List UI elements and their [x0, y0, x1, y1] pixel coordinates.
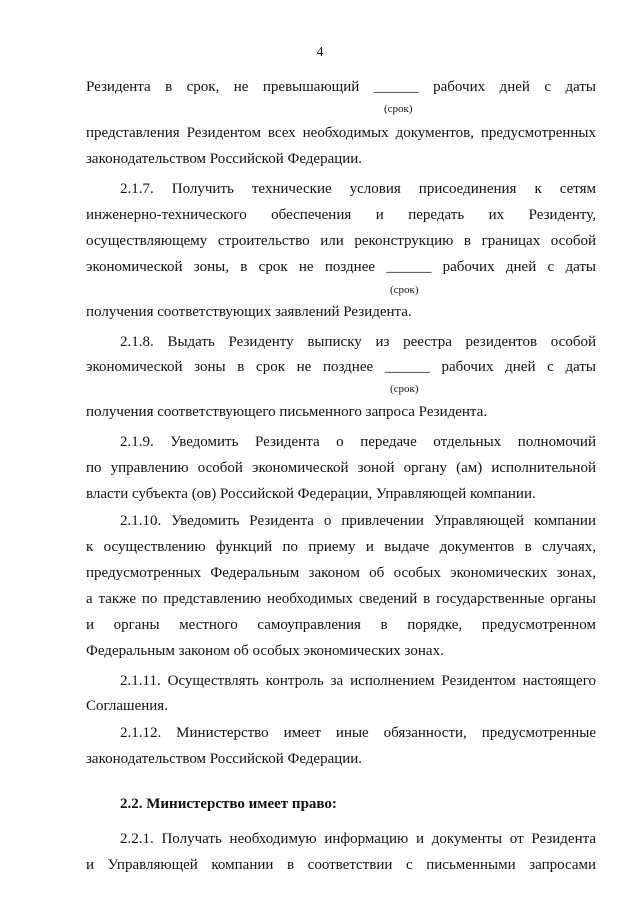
section-heading: 2.2. Министерство имеет право:: [120, 796, 337, 812]
text-line: по управлению особой экономической зоной органу (ам) исполнительной: [86, 460, 596, 476]
text-line: экономической зоны, в срок не позднее ______ рабочих дней с даты: [86, 259, 596, 275]
text-line: представления Резидентом всех необходимых документов, предусмотренных: [86, 125, 596, 141]
text-line: к осуществлению функций по приему и выдаче документов в случаях,: [86, 539, 596, 555]
srok-caption: (срок): [390, 284, 419, 296]
text-line: а также по представлению необходимых сведений в государственные органы: [86, 591, 596, 607]
text-line: 2.1.8. Выдать Резиденту выписку из реестра резидентов особой: [120, 334, 596, 350]
text-line: и Управляющей компании в соответствии с письменными запросами: [86, 857, 596, 873]
text-line: 2.2.1. Получать необходимую информацию и документы от Резидента: [120, 831, 596, 847]
text-line: законодательством Российской Федерации.: [86, 751, 363, 767]
text-line: Резидента в срок, не превышающий ______ рабочих дней с даты: [86, 79, 596, 95]
page-number: 4: [316, 45, 324, 60]
text-line: Федеральным законом об особых экономических зонах.: [86, 643, 444, 659]
srok-caption: (срок): [384, 103, 413, 115]
text-line: власти субъекта (ов) Российской Федерации, Управляющей компании.: [86, 486, 536, 502]
text-line: 2.1.12. Министерство имеет иные обязанности, предусмотренные: [120, 725, 596, 741]
text-line: 2.1.10. Уведомить Резидента о привлечении Управляющей компании: [120, 513, 596, 529]
text-line: экономической зоны в срок не позднее ______ рабочих дней с даты: [86, 359, 596, 375]
srok-caption: (срок): [390, 383, 419, 395]
text-line: предусмотренных Федеральным законом об особых экономических зонах,: [86, 565, 596, 581]
text-line: получения соответствующих заявлений Резидента.: [86, 304, 412, 320]
text-line: и органы местного самоуправления в порядке, предусмотренном: [86, 617, 596, 633]
text-line: инженерно-технического обеспечения и передать их Резиденту,: [86, 207, 596, 223]
text-line: осуществляющему строительство или реконструкцию в границах особой: [86, 233, 596, 249]
text-line: 2.1.11. Осуществлять контроль за исполнением Резидентом настоящего: [120, 673, 596, 689]
text-line: законодательством Российской Федерации.: [86, 151, 363, 167]
text-line: Соглашения.: [86, 698, 168, 714]
text-line: получения соответствующего письменного запроса Резидента.: [86, 404, 488, 420]
text-line: 2.1.7. Получить технические условия присоединения к сетям: [120, 181, 596, 197]
text-line: 2.1.9. Уведомить Резидента о передаче отдельных полномочий: [120, 434, 596, 450]
